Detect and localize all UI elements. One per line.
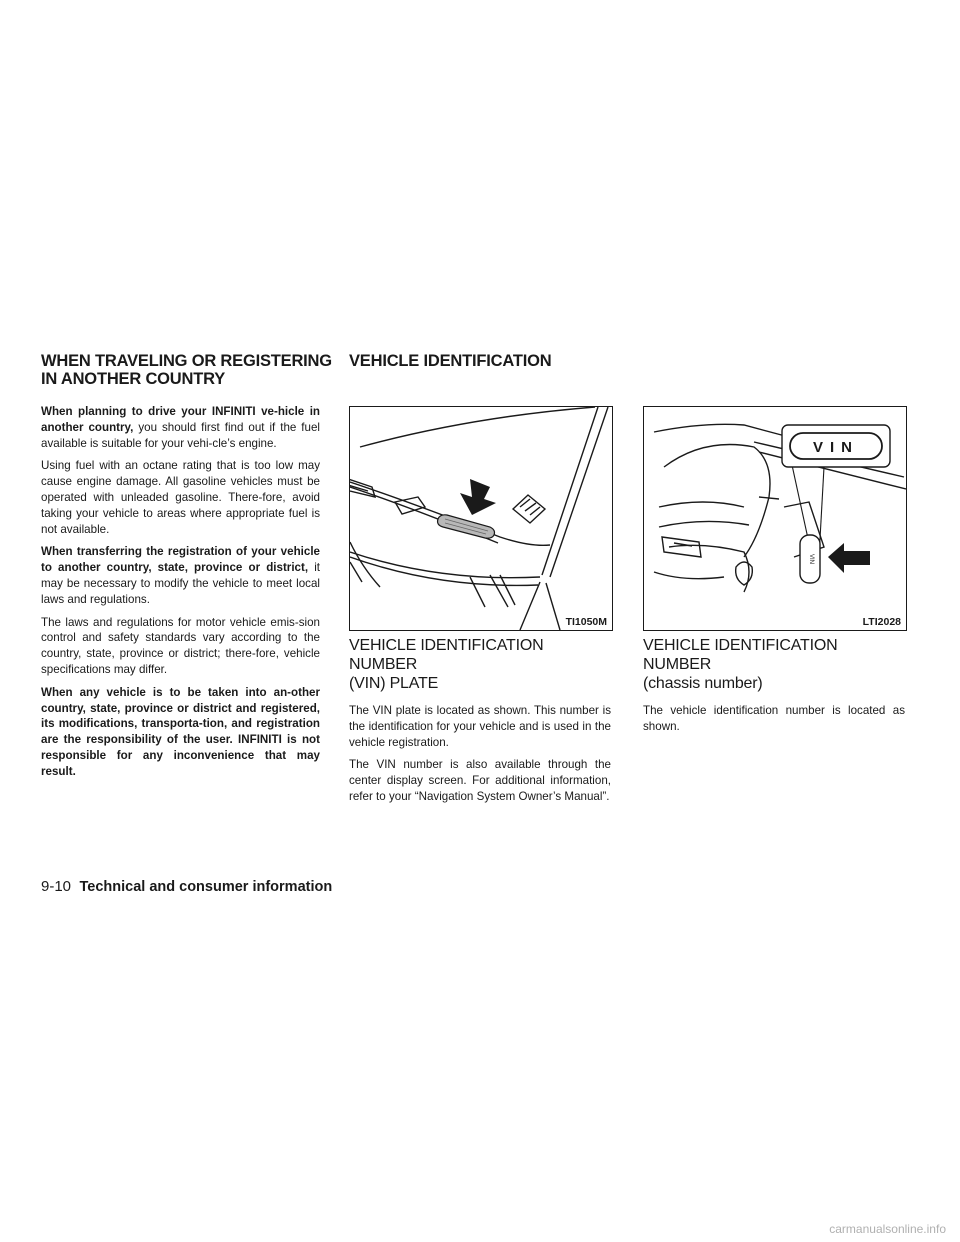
paragraph-vin-display: The VIN number is also available through the center display screen. For additional information, refer to your “Navigation System Owner’s Manual”. — [349, 758, 611, 803]
watermark: carmanualsonline.info — [829, 1222, 946, 1236]
subheading-line-2: (VIN) PLATE — [349, 675, 439, 692]
figure-vin-plate — [349, 406, 613, 631]
footer-section-title: Technical and consumer information — [79, 879, 333, 895]
vin-small-text: VIN — [808, 553, 814, 565]
section-heading-traveling — [41, 352, 341, 388]
dashboard-illustration — [350, 407, 612, 630]
paragraph-responsibility: When any vehicle is to be taken into an-other country, state, province or district and registered, its modifications, transporta-tion, and registration are the responsibility of the user. INFINITI is not responsible for any inconvenience that may result. — [41, 685, 320, 778]
subheading-line-1: VEHICLE IDENTIFICATION NUMBER — [643, 637, 838, 673]
paragraph-octane: Using fuel with an octane rating that is too low may cause engine damage. All gasoline vehicles must be operated with unleaded gasoline. There-fore, avoid taking your vehicle to areas where appropriate fuel is not available. — [41, 459, 320, 536]
paragraph-vin-plate: The VIN plate is located as shown. This number is the identification for your vehicle and is used in the vehicle registration. — [349, 704, 611, 749]
subsection-chassis-number — [643, 636, 905, 742]
figure-label: TI1050M — [565, 616, 607, 628]
figure-vin-chassis — [643, 406, 907, 631]
vin-badge — [782, 425, 890, 467]
paragraph-fuel: When planning to drive your INFINITI ve-hicle in another country, you should first find out if the fuel available is suitable for your vehi-cle’s engine. — [41, 405, 320, 450]
page-number: 9-10 — [41, 878, 72, 895]
vin-small-plate — [800, 535, 820, 583]
vin-plate-shape — [438, 515, 495, 538]
paragraph-chassis: The vehicle identification number is located as shown. — [643, 704, 905, 733]
vin-badge-text: VIN — [812, 439, 860, 456]
pointer-arrow-icon — [828, 543, 870, 573]
left-column-body — [41, 404, 320, 787]
subsection-vin-plate — [349, 636, 611, 812]
section-heading-vehicle-id — [349, 352, 749, 370]
heading-line-2: IN ANOTHER COUNTRY — [41, 370, 226, 388]
page-footer — [41, 878, 332, 896]
subheading-line-1: VEHICLE IDENTIFICATION NUMBER — [349, 637, 544, 673]
figure-label: LTI2028 — [862, 616, 901, 628]
heading-line-1: WHEN TRAVELING OR REGISTERING — [41, 352, 332, 370]
pointer-arrow-icon — [460, 479, 496, 515]
paragraph-laws: The laws and regulations for motor vehicle emis-sion control and safety standards vary according to the country, state, province or district; there-fore, vehicle specifications may differ. — [41, 615, 320, 676]
vehicle-id-heading: VEHICLE IDENTIFICATION — [349, 352, 552, 370]
subheading-line-2: (chassis number) — [643, 675, 763, 692]
chassis-illustration — [644, 407, 906, 630]
paragraph-registration: When transferring the registration of your vehicle to another country, state, province or district, it may be necessary to modify the vehicle to meet local laws and regulations. — [41, 545, 320, 606]
